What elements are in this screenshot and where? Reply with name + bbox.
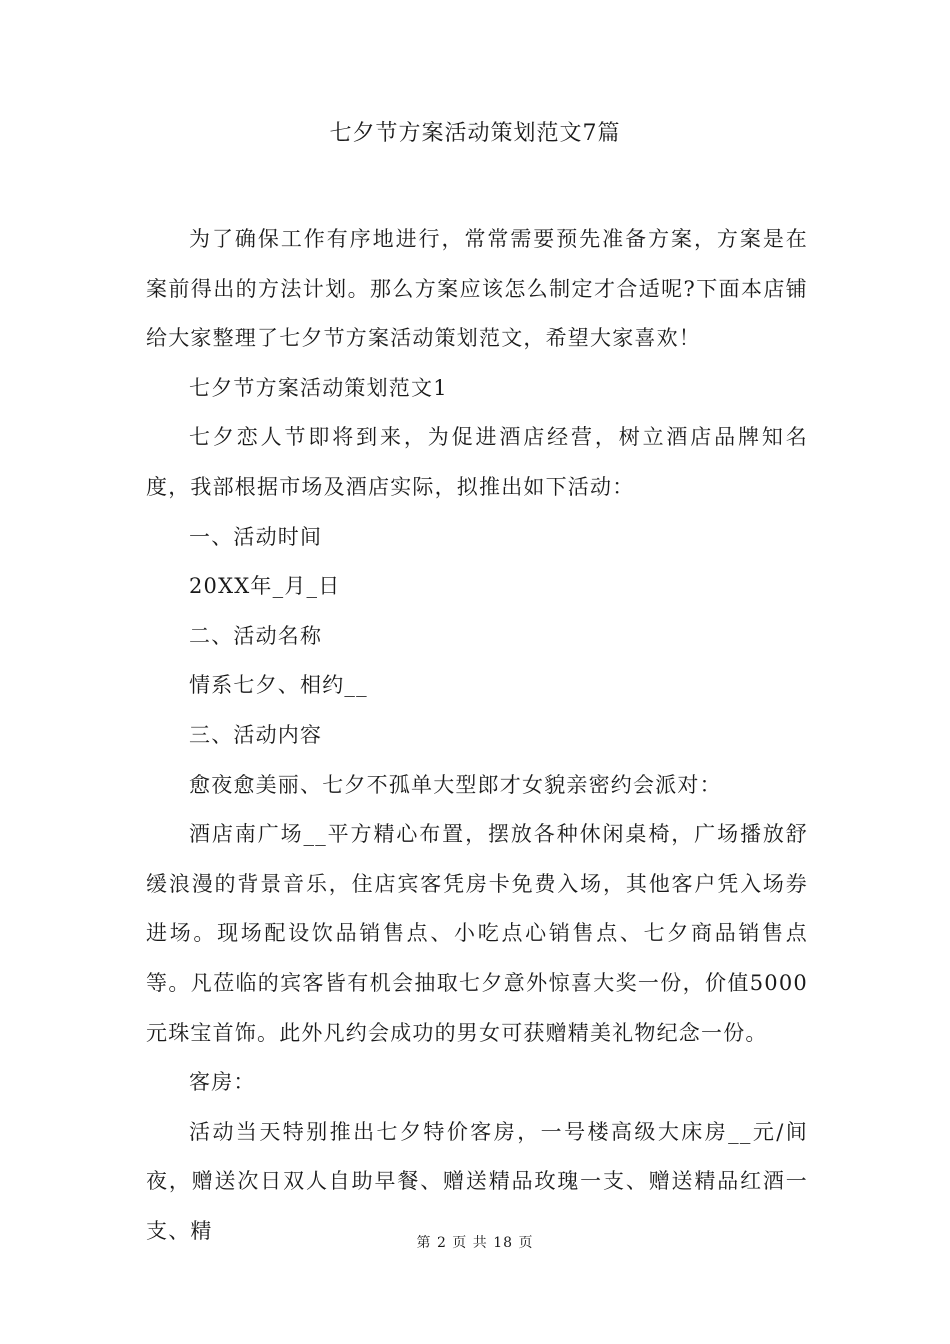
body-paragraph: 情系七夕、相约__ xyxy=(189,673,368,698)
body-paragraph: 愈夜愈美丽、七夕不孤单大型郎才女貌亲密约会派对： xyxy=(189,772,722,797)
list-heading: 三、活动内容 xyxy=(189,722,323,747)
list-heading: 一、活动时间 xyxy=(189,524,323,549)
intro-paragraph: 为了确保工作有序地进行，常常需要预先准备方案，方案是在案前得出的方法计划。那么方案应该怎么制定才合适呢?下面本店铺给大家整理了七夕节方案活动策划范文，希望大家喜欢！ xyxy=(146,227,808,351)
list-heading: 二、活动名称 xyxy=(189,623,323,648)
page-footer: 第 2 页 共 18 页 xyxy=(416,1235,534,1251)
body-paragraph: 活动当天特别推出七夕特价客房，一号楼高级大床房__元/间夜，赠送次日双人自助早餐、赠送精品玫瑰一支、赠送精品红酒一支、精 xyxy=(146,1119,808,1243)
body-paragraph: 七夕恋人节即将到来，为促进酒店经营，树立酒店品牌知名度，我部根据市场及酒店实际，拟推出如下活动： xyxy=(146,425,808,499)
document-body xyxy=(146,215,808,1256)
body-paragraph: 20XX年_月_日 xyxy=(189,574,341,599)
section-heading: 七夕节方案活动策划范文1 xyxy=(189,375,448,400)
document-title: 七夕节方案活动策划范文7篇 xyxy=(329,121,621,146)
body-paragraph: 客房： xyxy=(189,1070,256,1095)
body-paragraph: 酒店南广场__平方精心布置，摆放各种休闲桌椅，广场播放舒缓浪漫的背景音乐，住店宾客凭房卡免费入场，其他客户凭入场券进场。现场配设饮品销售点、小吃点心销售点、七夕商品销售点等。凡莅临的宾客皆有机会抽取七夕意外惊喜大奖一份，价值5000元珠宝首饰。此外凡约会成功的男女可获赠精美礼物纪念一份。 xyxy=(146,822,808,1045)
